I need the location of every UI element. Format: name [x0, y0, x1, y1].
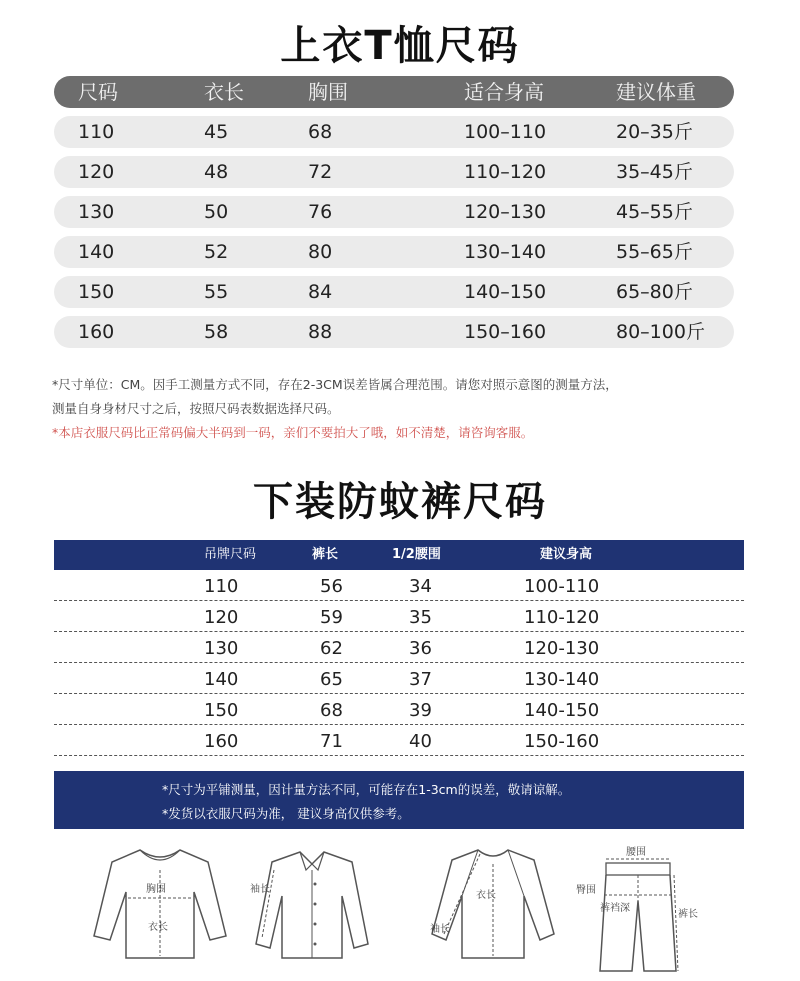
- table-row: [54, 663, 744, 694]
- pants-length-cell: 65: [320, 669, 343, 690]
- raglan-shirt-diagram: [428, 840, 558, 965]
- shipping-size-note: *发货以衣服尺码为准， 建议身高仅供参考。: [162, 806, 410, 821]
- header-tag-size: 吊牌尺码: [204, 547, 257, 562]
- chest-cell: 68: [308, 121, 333, 143]
- weight-cell: 80–100斤: [616, 321, 705, 343]
- table-row: [54, 694, 744, 725]
- length-cell: 48: [204, 161, 229, 183]
- measurement-note: *尺寸单位：CM。因手工测量方式不同，存在2-3CM误差皆属合理范围。请您对照示意图的测量方法，: [52, 377, 618, 392]
- sizing-warning-note: *本店衣服尺码比正常码偏大半码到一码，亲们不要拍大了哦，如不清楚，请咨询客服。: [52, 425, 534, 440]
- sleeve-label: 袖长: [250, 884, 270, 895]
- tshirt-table-header: [54, 76, 734, 108]
- length-cell: 52: [204, 241, 229, 263]
- half-waist-cell: 36: [409, 638, 432, 659]
- shirt-chest-length-diagram: [90, 840, 230, 965]
- table-row: [54, 725, 744, 756]
- pants-length-cell: 68: [320, 700, 343, 721]
- pants-length-cell: 71: [320, 731, 343, 752]
- height-cell: 150–160: [464, 321, 547, 343]
- tag-size-cell: 120: [204, 607, 239, 628]
- table-row: [54, 601, 744, 632]
- height-cell: 100-110: [524, 576, 600, 597]
- chest-label: 胸围: [146, 884, 166, 895]
- length-cell: 45: [204, 121, 229, 143]
- height-cell: 110-120: [524, 607, 600, 628]
- size-cell: 110: [78, 121, 115, 143]
- table-row: [54, 196, 734, 228]
- pants-size-title: 下装防蚊裤尺码: [253, 479, 547, 525]
- height-cell: 110–120: [464, 161, 547, 183]
- pants-notes-banner: [54, 771, 744, 829]
- tag-size-cell: 140: [204, 669, 239, 690]
- half-waist-cell: 37: [409, 669, 432, 690]
- waist-label: 腰围: [626, 847, 646, 858]
- header-size: 尺码: [78, 80, 118, 104]
- weight-cell: 65–80斤: [616, 281, 693, 303]
- height-cell: 120–130: [464, 201, 547, 223]
- header-height: 适合身高: [464, 80, 544, 104]
- length-cell: 50: [204, 201, 229, 223]
- pants-length-cell: 59: [320, 607, 343, 628]
- table-row: [54, 236, 734, 268]
- half-waist-cell: 35: [409, 607, 432, 628]
- size-cell: 150: [78, 281, 115, 303]
- weight-cell: 35–45斤: [616, 161, 693, 183]
- height-cell: 130–140: [464, 241, 547, 263]
- tag-size-cell: 130: [204, 638, 239, 659]
- weight-cell: 45–55斤: [616, 201, 693, 223]
- pants-table-header: [54, 540, 744, 570]
- size-cell: 140: [78, 241, 115, 263]
- tag-size-cell: 150: [204, 700, 239, 721]
- header-length: 衣长: [204, 80, 244, 104]
- weight-cell: 20–35斤: [616, 121, 693, 143]
- size-cell: 120: [78, 161, 115, 183]
- table-row: [54, 316, 734, 348]
- tag-size-cell: 110: [204, 576, 239, 597]
- chest-cell: 72: [308, 161, 333, 183]
- shirt-sleeve-diagram: [250, 840, 380, 965]
- weight-cell: 55–65斤: [616, 241, 693, 263]
- pants-length-cell: 56: [320, 576, 343, 597]
- height-cell: 100–110: [464, 121, 547, 143]
- header-chest: 胸围: [308, 80, 348, 104]
- table-row: [54, 276, 734, 308]
- header-pants-length: 裤长: [312, 547, 339, 562]
- length-cell: 58: [204, 321, 229, 343]
- size-cell: 130: [78, 201, 115, 223]
- tshirt-size-title: 上衣T恤尺码: [280, 23, 520, 69]
- height-cell: 140-150: [524, 700, 600, 721]
- half-waist-cell: 40: [409, 731, 432, 752]
- chest-cell: 88: [308, 321, 333, 343]
- size-cell: 160: [78, 321, 115, 343]
- pants-length-label: 裤长: [678, 909, 698, 920]
- length-label: 衣长: [148, 922, 168, 933]
- table-row: [54, 116, 734, 148]
- length-label: 衣长: [476, 890, 496, 901]
- table-row: [54, 156, 734, 188]
- rise-label: 裤裆深: [600, 903, 630, 914]
- measurement-note-continued: 测量自身身材尺寸之后，按照尺码表数据选择尺码。: [52, 401, 340, 416]
- length-cell: 55: [204, 281, 229, 303]
- table-row: [54, 570, 744, 601]
- height-cell: 120-130: [524, 638, 600, 659]
- height-cell: 140–150: [464, 281, 547, 303]
- chest-cell: 76: [308, 201, 333, 223]
- height-cell: 130-140: [524, 669, 600, 690]
- tag-size-cell: 160: [204, 731, 239, 752]
- header-half-waist: 1/2腰围: [392, 547, 441, 562]
- half-waist-cell: 34: [409, 576, 432, 597]
- half-waist-cell: 39: [409, 700, 432, 721]
- chest-cell: 84: [308, 281, 333, 303]
- pants-length-cell: 62: [320, 638, 343, 659]
- chest-cell: 80: [308, 241, 333, 263]
- header-suggested-height: 建议身高: [540, 547, 593, 562]
- flat-measure-note: *尺寸为平铺测量，因计量方法不同，可能存在1-3cm的误差，敬请谅解。: [162, 782, 571, 797]
- pants-diagram: [570, 845, 710, 975]
- table-row: [54, 632, 744, 663]
- sleeve-label: 袖长: [430, 924, 450, 935]
- height-cell: 150-160: [524, 731, 600, 752]
- header-weight: 建议体重: [616, 80, 696, 104]
- hip-label: 臀围: [576, 885, 596, 896]
